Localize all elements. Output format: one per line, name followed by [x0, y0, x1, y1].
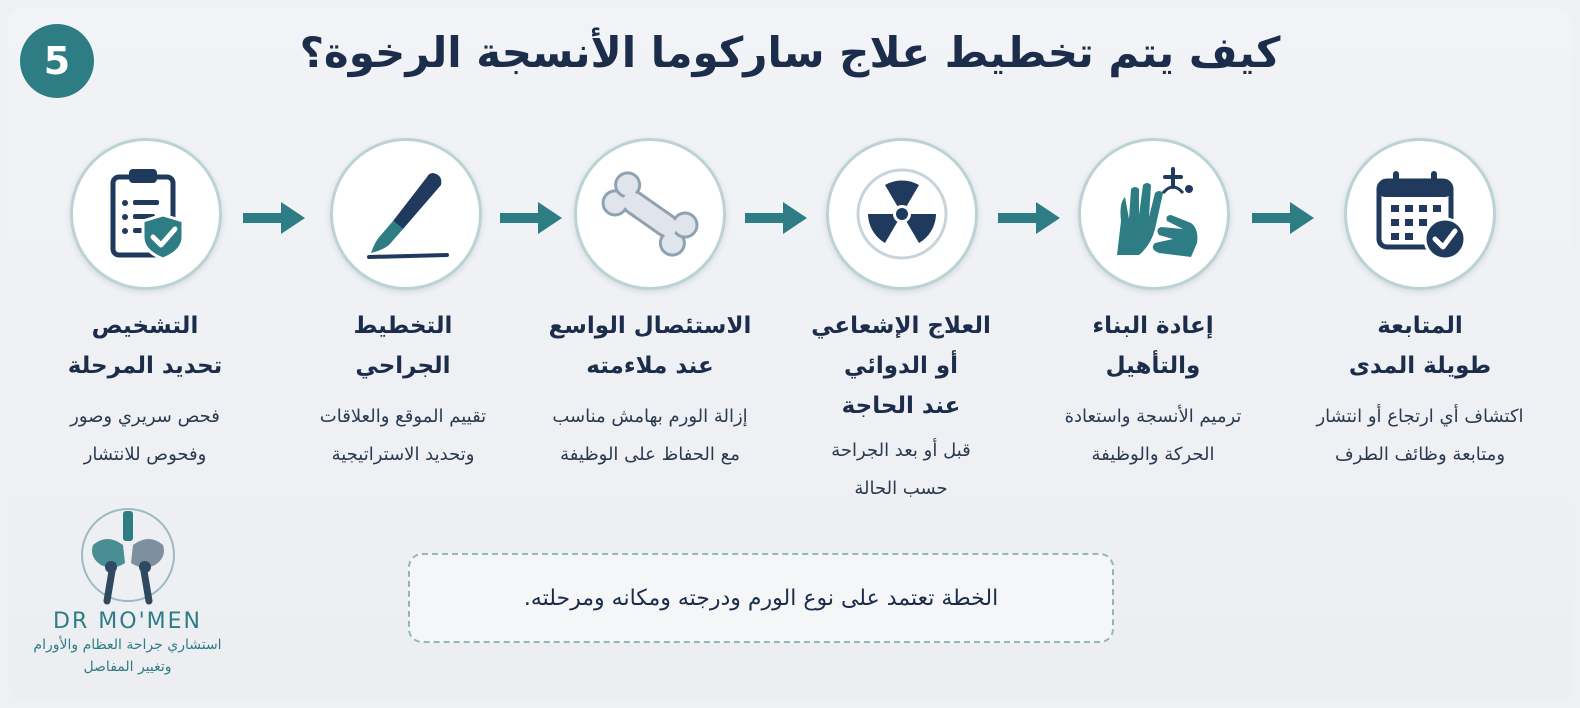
arrow-icon — [1252, 196, 1318, 240]
arrow-icon — [998, 196, 1064, 240]
doctor-logo — [20, 505, 235, 690]
plan-note-box: الخطة تعتمد على نوع الورم ودرجته ومكانه ومرحلته. — [408, 553, 1114, 643]
clipboard-shield-icon — [91, 159, 201, 269]
logo-name: DR MO'MEN — [53, 609, 202, 634]
step-description: إزالة الورم بهامش مناسب مع الحفاظ على الوظيفة — [552, 406, 748, 465]
step-title: العلاج الإشعاعي أو الدوائي عند الحاجة — [811, 313, 991, 419]
step-text-diagnosis — [20, 306, 270, 474]
step-title: إعادة البناء والتأهيل — [1092, 313, 1214, 379]
step-description: فحص سريري وصور وفحوص للانتشار — [70, 406, 220, 465]
step-circle-diagnosis — [70, 138, 222, 290]
step-circle-follow-up — [1344, 138, 1496, 290]
step-number-badge: 5 — [20, 24, 94, 98]
step-circle-surgical-planning — [330, 138, 482, 290]
logo-subtitle: استشاري جراحة العظام والأورام وتغيير المفاصل — [33, 637, 222, 675]
pelvis-logo-icon — [73, 505, 183, 605]
arrow-icon — [500, 196, 566, 240]
calendar-check-icon — [1365, 159, 1475, 269]
bone-icon — [595, 159, 705, 269]
step-description: ترميم الأنسجة واستعادة الحركة والوظيفة — [1064, 406, 1242, 465]
step-title: المتابعة طويلة المدى — [1348, 313, 1492, 379]
scalpel-icon — [351, 159, 461, 269]
step-title: التخطيط الجراحي — [353, 313, 453, 379]
step-text-wide-resection — [520, 306, 780, 474]
step-text-radiation — [776, 306, 1026, 508]
step-text-surgical-planning — [278, 306, 528, 474]
step-title: التشخيص تحديد المرحلة — [67, 313, 223, 379]
step-description: قبل أو بعد الجراحة حسب الحالة — [831, 440, 971, 499]
radiation-icon — [847, 159, 957, 269]
arrow-icon — [243, 196, 309, 240]
step-circle-wide-resection — [574, 138, 726, 290]
step-text-follow-up — [1290, 306, 1550, 474]
step-circle-reconstruction — [1078, 138, 1230, 290]
step-circle-radiation — [826, 138, 978, 290]
page-title: كيف يتم تخطيط علاج ساركوما الأنسجة الرخوة؟ — [299, 28, 1281, 77]
step-title: الاستئصال الواسع عند ملاءمته — [548, 313, 752, 379]
step-text-reconstruction — [1028, 306, 1278, 474]
arrow-icon — [745, 196, 811, 240]
hands-rehab-icon — [1099, 159, 1209, 269]
step-description: اكتشاف أي ارتجاع أو انتشار ومتابعة وظائف الطرف — [1316, 406, 1524, 465]
step-description: تقييم الموقع والعلاقات وتحديد الاستراتيجية — [319, 406, 487, 465]
